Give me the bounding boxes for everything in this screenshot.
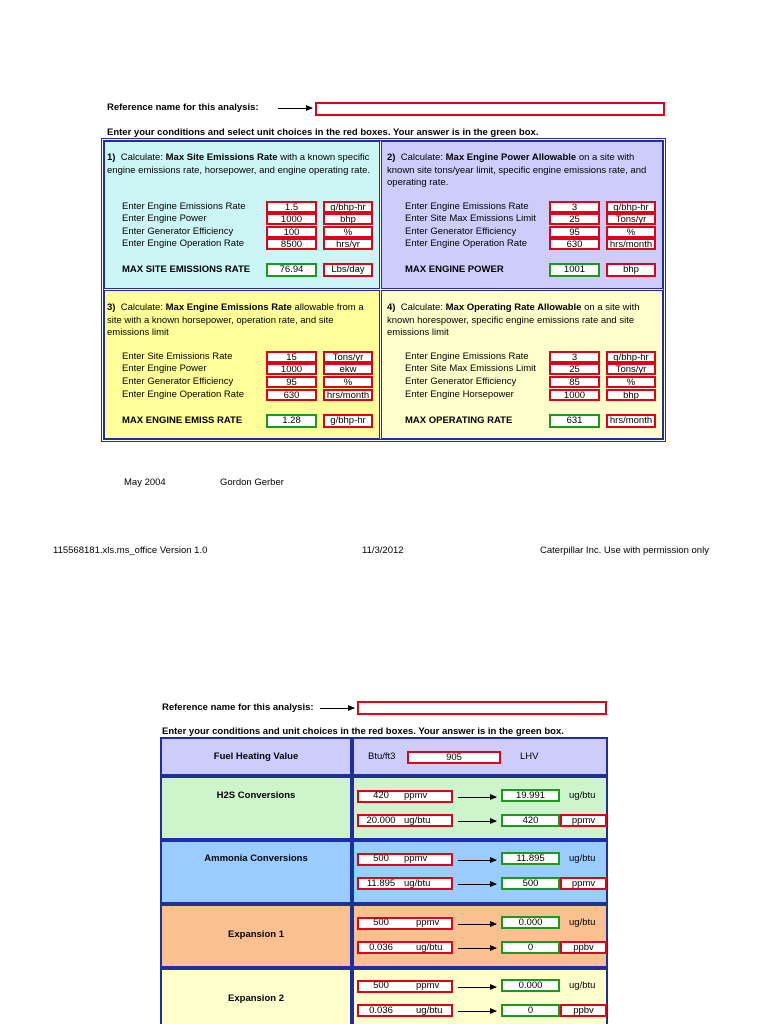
expansion2-ugbtu-result: 0.000: [501, 979, 560, 992]
q4-row-label: Enter Site Max Emissions Limit: [405, 363, 536, 374]
ammonia-section-label: Ammonia Conversions: [204, 853, 308, 864]
footer-copyright: Caterpillar Inc. Use with permission only: [540, 545, 709, 556]
expansion1-ugbtu-value: 0.036: [369, 942, 393, 953]
date-text: May 2004: [124, 477, 166, 488]
q3-row-label: Enter Engine Operation Rate: [122, 389, 244, 400]
ammonia-values-cell: [352, 840, 608, 904]
h2s-ugbtu-result-unit: ug/btu: [569, 790, 596, 801]
h2s-ppmv-result: 420: [501, 814, 560, 827]
expansion1-ppmv-unit: ppmv: [416, 917, 440, 928]
q2-result-value: 1001: [549, 263, 600, 277]
q3-description: 3) Calculate: Max Engine Emissions Rate allowable from a site with a known horsepower, operation rate, and site emissions limit: [107, 302, 364, 338]
q1-emissions-rate-unit-select[interactable]: g/bhp-hr: [323, 201, 373, 213]
q4-site-limit-input[interactable]: 25: [549, 363, 600, 375]
expansion2-ppmv-unit: ppmv: [416, 980, 440, 991]
expansion1-ppbv-result: 0: [501, 941, 560, 954]
convert-arrow-icon: [458, 821, 496, 822]
h2s-ppmv-result-unit-select[interactable]: ppmv: [560, 814, 607, 827]
fuel-heating-label: Fuel Heating Value: [213, 751, 299, 762]
expansion2-ppbv-result: 0: [501, 1004, 560, 1017]
h2s-ugbtu-value: 20.000: [366, 815, 396, 826]
ammonia-ugbtu-unit: ug/btu: [404, 878, 431, 889]
convert-arrow-icon: [458, 948, 496, 949]
ammonia-ugbtu-value: 11.895: [366, 878, 396, 889]
expansion1-section-label: Expansion 1: [228, 929, 284, 940]
q4-result-unit-select[interactable]: hrs/month: [606, 414, 656, 428]
expansion1-ugbtu-result-unit: ug/btu: [569, 917, 596, 928]
reference-label: Reference name for this analysis:: [107, 102, 259, 113]
q2-site-limit-input[interactable]: 25: [549, 213, 600, 225]
q3-row-label: Enter Engine Power: [122, 363, 207, 374]
ammonia-ugbtu-result-unit: ug/btu: [569, 853, 596, 864]
q2-emissions-rate-input[interactable]: 3: [549, 201, 600, 213]
ammonia-ppmv-value: 500: [373, 853, 389, 864]
q4-site-limit-unit-select[interactable]: Tons/yr: [606, 363, 656, 375]
q1-result-unit-select[interactable]: Lbs/day: [323, 263, 373, 277]
instructions-text-2: Enter your conditions and unit choices in the red boxes. Your answer is in the green box.: [162, 726, 564, 737]
ammonia-ppmv-result-unit-select[interactable]: ppmv: [560, 877, 607, 890]
convert-arrow-icon: [458, 797, 496, 798]
expansion1-ppbv-result-unit-select[interactable]: ppbv: [560, 941, 607, 954]
q2-site-limit-unit-select[interactable]: Tons/yr: [606, 213, 656, 225]
q1-row-label: Enter Engine Operation Rate: [122, 238, 244, 249]
convert-arrow-icon: [458, 1011, 496, 1012]
q3-result-unit-select[interactable]: g/bhp-hr: [323, 414, 373, 428]
q2-row-label: Enter Engine Operation Rate: [405, 238, 527, 249]
q2-result-label: MAX ENGINE POWER: [405, 264, 504, 275]
author-text: Gordon Gerber: [220, 477, 284, 488]
convert-arrow-icon: [458, 860, 496, 861]
expansion2-ugbtu-value: 0.036: [369, 1005, 393, 1016]
expansion2-section-label: Expansion 2: [228, 993, 284, 1004]
h2s-label-cell: [160, 776, 352, 840]
q1-emissions-rate-input[interactable]: 1.5: [266, 201, 317, 213]
q1-row-label: Enter Engine Emissions Rate: [122, 201, 246, 212]
q1-engine-power-input[interactable]: 1000: [266, 213, 317, 225]
q4-row-label: Enter Engine Horsepower: [405, 389, 514, 400]
h2s-ppmv-value: 420: [373, 790, 389, 801]
q3-engine-power-input[interactable]: 1000: [266, 363, 317, 375]
q4-row-label: Enter Generator Efficiency: [405, 376, 517, 387]
reference-name-input-2[interactable]: [357, 701, 607, 715]
q3-engine-power-unit-select[interactable]: ekw: [323, 363, 373, 375]
q4-efficiency-unit-select[interactable]: %: [606, 376, 656, 388]
q1-operation-rate-unit-select[interactable]: hrs/yr: [323, 238, 373, 250]
convert-arrow-icon: [458, 987, 496, 988]
q1-description: 1) Calculate: Max Site Emissions Rate with a known specific engine emissions rate, horsepower, and engine operating rate.: [107, 152, 371, 176]
ammonia-ppmv-result: 500: [501, 877, 560, 890]
q3-row-label: Enter Site Emissions Rate: [122, 351, 233, 362]
q4-emissions-rate-input[interactable]: 3: [549, 351, 600, 363]
q1-generator-efficiency-input[interactable]: 100: [266, 226, 317, 238]
q2-operation-rate-unit-select[interactable]: hrs/month: [606, 238, 656, 250]
expansion1-values-cell: [352, 904, 608, 968]
q3-site-emissions-input[interactable]: 15: [266, 351, 317, 363]
fuel-unit: Btu/ft3: [368, 751, 396, 762]
reference-label-2: Reference name for this analysis:: [162, 702, 314, 713]
q1-row-label: Enter Generator Efficiency: [122, 226, 234, 237]
q1-engine-power-unit-select[interactable]: bhp: [323, 213, 373, 225]
q2-emissions-rate-unit-select[interactable]: g/bhp-hr: [606, 201, 656, 213]
expansion1-ugbtu-result: 0.000: [501, 916, 560, 929]
q2-description: 2) Calculate: Max Engine Power Allowable on a site with known site tons/year limit, specific engine emissions rate, and operating rate.: [387, 152, 647, 188]
ammonia-label-cell: [160, 840, 352, 904]
q2-efficiency-unit-select[interactable]: %: [606, 226, 656, 238]
q3-operation-rate-unit-select[interactable]: hrs/month: [323, 389, 373, 401]
q3-generator-efficiency-input[interactable]: 95: [266, 376, 317, 388]
expansion2-ugbtu-unit: ug/btu: [416, 1005, 443, 1016]
q3-result-label: MAX ENGINE EMISS RATE: [122, 415, 243, 426]
expansion2-ppbv-result-unit-select[interactable]: ppbv: [560, 1004, 607, 1017]
reference-arrow-icon: [320, 708, 354, 709]
q2-result-unit-select[interactable]: bhp: [606, 263, 656, 277]
q2-operation-rate-input[interactable]: 630: [549, 238, 600, 250]
convert-arrow-icon: [458, 924, 496, 925]
ammonia-ugbtu-result: 11.895: [501, 852, 560, 865]
q4-horsepower-unit-select[interactable]: bhp: [606, 389, 656, 401]
q4-result-label: MAX OPERATING RATE: [405, 415, 513, 426]
reference-arrow-icon: [278, 108, 312, 109]
q3-site-emissions-unit-select[interactable]: Tons/yr: [323, 351, 373, 363]
footer-date: 11/3/2012: [362, 545, 404, 556]
q4-horsepower-input[interactable]: 1000: [549, 389, 600, 401]
q2-row-label: Enter Generator Efficiency: [405, 226, 517, 237]
expansion1-ppmv-value: 500: [373, 917, 389, 928]
convert-arrow-icon: [458, 884, 496, 885]
q4-generator-efficiency-input[interactable]: 85: [549, 376, 600, 388]
q3-efficiency-unit-select[interactable]: %: [323, 376, 373, 388]
q3-operation-rate-input[interactable]: 630: [266, 389, 317, 401]
q4-row-label: Enter Engine Emissions Rate: [405, 351, 529, 362]
q4-description: 4) Calculate: Max Operating Rate Allowable on a site with known horespower, specific engine emissions rate and site emissions limit: [387, 302, 640, 338]
reference-name-input[interactable]: [315, 102, 665, 116]
h2s-ugbtu-result: 19.991: [501, 789, 560, 802]
fuel-heating-value-input[interactable]: 905: [407, 751, 501, 764]
q4-result-value: 631: [549, 414, 600, 428]
fuel-type: LHV: [520, 751, 539, 762]
q4-emissions-rate-unit-select[interactable]: g/bhp-hr: [606, 351, 656, 363]
q1-result-value: 76.94: [266, 263, 317, 277]
h2s-ppmv-unit: ppmv: [404, 790, 428, 801]
q1-operation-rate-input[interactable]: 8500: [266, 238, 317, 250]
instructions-text: Enter your conditions and select unit choices in the red boxes. Your answer is in the green box.: [107, 127, 539, 138]
q1-row-label: Enter Engine Power: [122, 213, 207, 224]
q3-result-value: 1.28: [266, 414, 317, 428]
q2-row-label: Enter Site Max Emissions Limit: [405, 213, 536, 224]
h2s-ugbtu-unit: ug/btu: [404, 815, 431, 826]
h2s-values-cell: [352, 776, 608, 840]
h2s-section-label: H2S Conversions: [216, 790, 296, 801]
expansion2-ugbtu-result-unit: ug/btu: [569, 980, 596, 991]
q2-row-label: Enter Engine Emissions Rate: [405, 201, 529, 212]
ammonia-ppmv-unit: ppmv: [404, 853, 428, 864]
q3-row-label: Enter Generator Efficiency: [122, 376, 234, 387]
footer-filename: 115568181.xls.ms_office Version 1.0: [53, 545, 208, 556]
expansion2-ppmv-value: 500: [373, 980, 389, 991]
q1-result-label: MAX SITE EMISSIONS RATE: [122, 264, 251, 275]
q1-efficiency-unit-select[interactable]: %: [323, 226, 373, 238]
expansion1-ugbtu-unit: ug/btu: [416, 942, 443, 953]
q2-generator-efficiency-input[interactable]: 95: [549, 226, 600, 238]
